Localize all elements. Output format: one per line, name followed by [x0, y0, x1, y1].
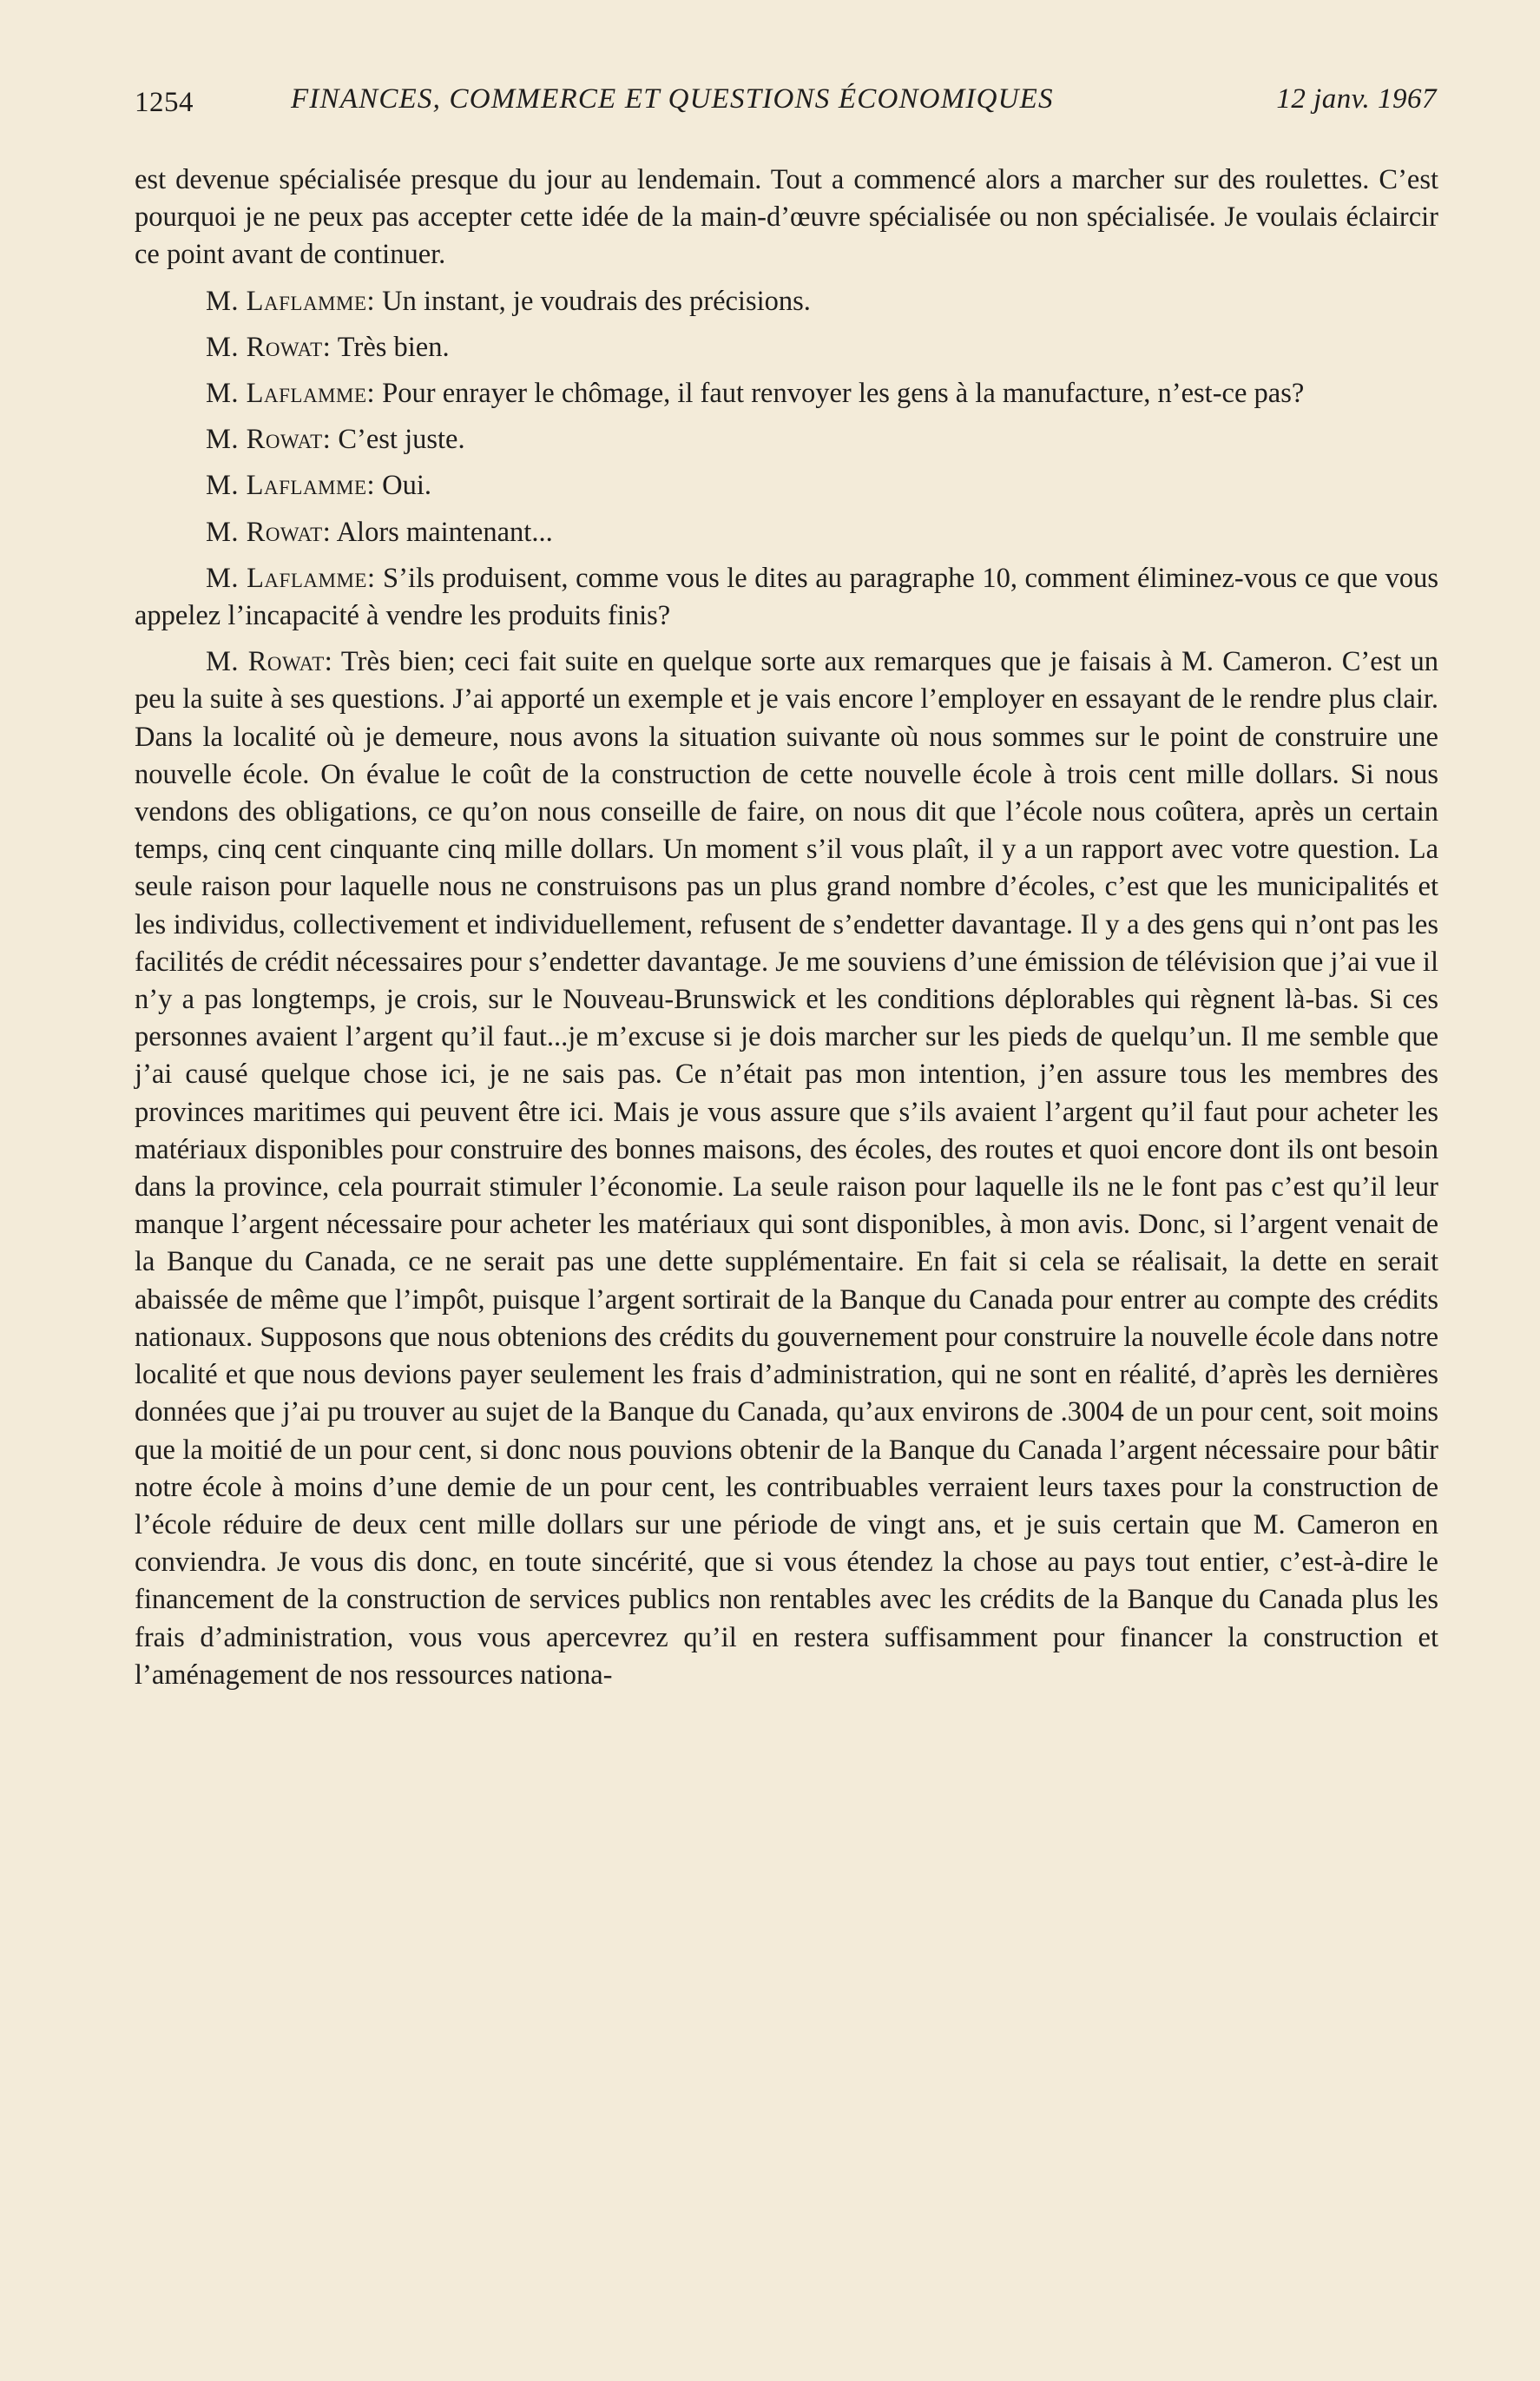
paragraph-text: C’est juste. [338, 424, 465, 456]
paragraph-text: Alors maintenant... [336, 516, 553, 548]
paragraph-text: Très bien. [337, 331, 450, 363]
paragraph [135, 162, 1438, 274]
speaker-name: M. Rowat: [206, 646, 333, 678]
page-number: 1254 [135, 87, 194, 118]
speaker-name: M. Laflamme: [206, 562, 376, 594]
paragraph-text: Un instant, je voudrais des précisions. [382, 285, 811, 317]
body-text [135, 162, 1438, 1703]
paragraph [135, 283, 1438, 320]
paragraph-text: Très bien; ceci fait suite en quelque sorte aux remarques que je faisais à M. Cameron. C’est un peu la suite à ses questions. J’ai apporté un exemple et je vais encore l’employer en essayant de le rendre plus clair. Dans la localité où je demeure, nous avons la situation suivante où nous sommes sur le point de construire une nouvelle école. On évalue le coût de la construction de cette nouvelle école à trois cent mille dollars. Si nous vendons des obligations, ce qu’on nous conseille de faire, on nous dit que l’école nous coûtera, après un certain temps, cinq cent cinquante cinq mille dollars. Un moment s’il vous plaît, il y a un rapport avec votre question. La seule raison pour laquelle nous ne construisons pas un plus grand nombre d’écoles, c’est que les municipalités et les individus, collectivement et individuellement, refusent de s’endetter davantage. Il y a des gens qui n’ont pas les facilités de crédit nécessaires pour s’endetter davantage. Je me souviens d’une émission de télévision que j’ai vue il n’y a pas longtemps, je crois, sur le Nouveau-Brunswick et les conditions déplorables qui règnent là-bas. Si ces personnes avaient l’argent qu’il faut...je m’excuse si je dois marcher sur les pieds de quelqu’un. Il me semble que j’ai causé quelque chose ici, je ne sais pas. Ce n’était pas mon intention, j’en assure tous les membres des provinces maritimes qui peuvent être ici. Mais je vous assure que s’ils avaient l’argent qu’il faut pour acheter les matériaux disponibles pour construire des bonnes maisons, des écoles, des routes et quoi encore dont ils ont besoin dans la province, cela pourrait stimuler l’économie. La seule raison pour laquelle ils ne le font pas c’est qu’il leur manque l’argent nécessaire pour acheter les matériaux qui sont disponibles, à mon avis. Donc, si l’argent venait de la Banque du Canada, ce ne serait pas une dette supplémentaire. En fait si cela se réalisait, la dette en serait abaissée de même que l’impôt, puisque l’argent sortirait de la Banque du Canada pour entrer au compte des crédits nationaux. Supposons que nous obtenions des crédits du gouvernement pour construire la nouvelle école dans notre localité et que nous devions payer seulement les frais d’administration, qui ne sont en réalité, d’après les dernières données que j’ai pu trouver au sujet de la Banque du Canada, qu’aux environs de .3004 de un pour cent, soit moins que la moitié de un pour cent, si donc nous pouvions obtenir de la Banque du Canada l’argent nécessaire pour bâtir notre école à moins d’une demie de un pour cent, les contribuables verraient leurs taxes pour la construction de l’école réduire de deux cent mille dollars sur une période de vingt ans, et je suis certain que M. Cameron en conviendra. Je vous dis donc, en toute sincérité, que si vous étendez la chose au pays tout entier, c’est-à-dire le financement de la construction de services publics non rentables avec les crédits de la Banque du Canada plus les frais d’administration, vous vous apercevrez qu’il en restera suffisamment pour financer la construction et l’aménagement de nos ressources nationa- [135, 646, 1438, 1691]
speaker-name: M. Rowat: [206, 424, 332, 456]
header-date: 12 janv. 1967 [1276, 83, 1437, 115]
paragraph-text: S’ils produisent, comme vous le dites au paragraphe 10, comment éliminez-vous ce que vous appelez l’incapacité à vendre les produits finis? [135, 562, 1439, 632]
speaker-name: M. Rowat: [206, 331, 332, 363]
paragraph [135, 514, 1438, 551]
paragraph-text: Oui. [382, 470, 432, 502]
speaker-name: M. Laflamme: [206, 470, 376, 502]
paragraph [135, 560, 1438, 635]
running-title: FINANCES, COMMERCE ET QUESTIONS ÉCONOMIQUES [291, 83, 1054, 115]
paragraph-text: est devenue spécialisée presque du jour au lendemain. Tout a commencé alors a marcher sur des roulettes. C’est pourquoi je ne peux pas accepter cette idée de la main-d’œuvre spécialisée ou non spécialisée. Je voulais éclaircir ce point avant de continuer. [135, 164, 1438, 271]
speaker-name: M. Rowat: [206, 516, 332, 548]
page-header [135, 83, 1437, 127]
paragraph [135, 467, 1438, 505]
speaker-name: M. Laflamme: [206, 378, 376, 410]
paragraph [135, 643, 1438, 1694]
paragraph [135, 329, 1438, 366]
paragraph [135, 421, 1438, 458]
paragraph-text: Pour enrayer le chômage, il faut renvoyer les gens à la manufacture, n’est-ce pas? [382, 378, 1305, 410]
speaker-name: M. Laflamme: [206, 285, 376, 317]
paragraph [135, 375, 1438, 412]
